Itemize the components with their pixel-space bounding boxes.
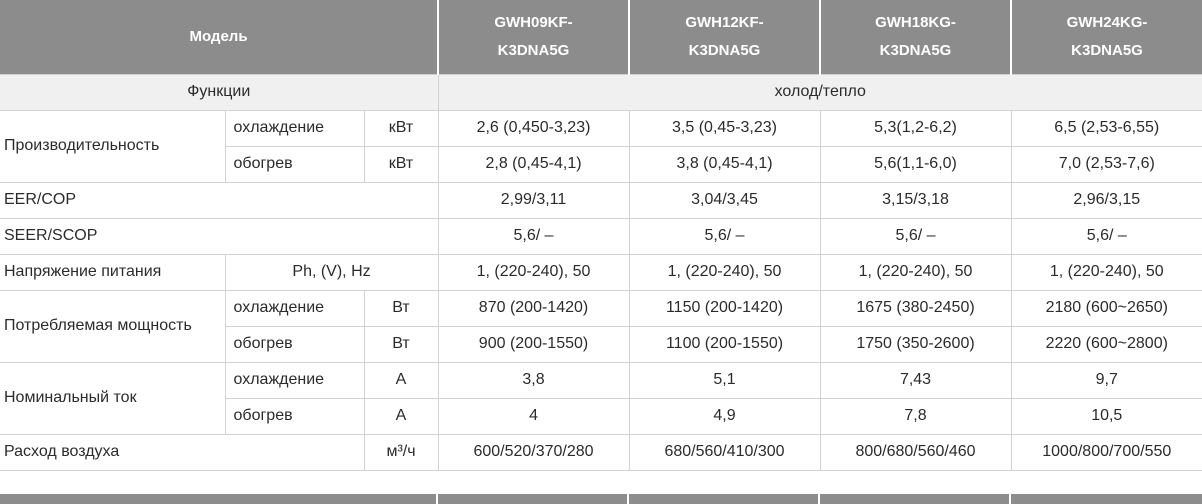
cell-value: 10,5 (1011, 398, 1202, 434)
header-row (0, 0, 1202, 74)
cell-value: 680/560/410/300 (629, 434, 820, 470)
table-row-power-cool (0, 290, 1202, 326)
sub-label: охлаждение (225, 110, 364, 146)
cell-value: 6,5 (2,53-6,55) (1011, 110, 1202, 146)
cell-value: 1, (220-240), 50 (629, 254, 820, 290)
sub-label: охлаждение (225, 290, 364, 326)
row-label: Потребляемая мощность (0, 290, 225, 362)
cell-value: 870 (200-1420) (438, 290, 629, 326)
cell-value: 2,6 (0,450-3,23) (438, 110, 629, 146)
cell-value: 2,99/3,11 (438, 182, 629, 218)
model-name: GWH24KG- K3DNA5G (1011, 0, 1202, 74)
cell-value: 1, (220-240), 50 (820, 254, 1011, 290)
row-label: Напряжение питания (0, 254, 225, 290)
cell-value: 3,8 (438, 362, 629, 398)
cell-value: 1, (220-240), 50 (1011, 254, 1202, 290)
cell-value: 1750 (350-2600) (820, 326, 1011, 362)
cell-value: 7,0 (2,53-7,6) (1011, 146, 1202, 182)
cell-value: 1, (220-240), 50 (438, 254, 629, 290)
cell-value: 4,9 (629, 398, 820, 434)
cell-value: холод/тепло (438, 74, 1202, 110)
footer-bar (0, 494, 1202, 504)
cell-value: 1000/800/700/550 (1011, 434, 1202, 470)
model-name: GWH09KF- K3DNA5G (438, 0, 629, 74)
cell-value: 9,7 (1011, 362, 1202, 398)
row-label: Расход воздуха (0, 434, 364, 470)
sub-label: обогрев (225, 146, 364, 182)
table-row-seer (0, 218, 1202, 254)
table-row-current-cool (0, 362, 1202, 398)
table-row-functions (0, 74, 1202, 110)
cell-value: 1150 (200-1420) (629, 290, 820, 326)
cell-value: 3,8 (0,45-4,1) (629, 146, 820, 182)
footer-segment (820, 494, 1011, 504)
table-row-airflow (0, 434, 1202, 470)
unit-label: Вт (364, 290, 438, 326)
model-header: Модель (0, 0, 438, 74)
cell-value: 3,5 (0,45-3,23) (629, 110, 820, 146)
row-label: EER/COP (0, 182, 438, 218)
table-row-voltage (0, 254, 1202, 290)
cell-value: 5,1 (629, 362, 820, 398)
table-row-eer (0, 182, 1202, 218)
sub-label: обогрев (225, 326, 364, 362)
cell-value: 5,6/ – (820, 218, 1011, 254)
cell-value: 3,15/3,18 (820, 182, 1011, 218)
cell-value: 7,8 (820, 398, 1011, 434)
sub-label: обогрев (225, 398, 364, 434)
footer-segment (438, 494, 629, 504)
model-name: GWH12KF- K3DNA5G (629, 0, 820, 74)
cell-value: 5,3(1,2-6,2) (820, 110, 1011, 146)
cell-value: 2,8 (0,45-4,1) (438, 146, 629, 182)
unit-label: Ph, (V), Hz (225, 254, 438, 290)
cell-value: 2,96/3,15 (1011, 182, 1202, 218)
unit-label: м³/ч (364, 434, 438, 470)
cell-value: 5,6/ – (1011, 218, 1202, 254)
model-name: GWH18KG- K3DNA5G (820, 0, 1011, 74)
cell-value: 3,04/3,45 (629, 182, 820, 218)
unit-label: кВт (364, 110, 438, 146)
unit-label: А (364, 362, 438, 398)
cell-value: 5,6(1,1-6,0) (820, 146, 1011, 182)
row-label: Производительность (0, 110, 225, 182)
cell-value: 7,43 (820, 362, 1011, 398)
cell-value: 2220 (600~2800) (1011, 326, 1202, 362)
cell-value: 2180 (600~2650) (1011, 290, 1202, 326)
footer-segment (0, 494, 438, 504)
table-row-capacity-cool (0, 110, 1202, 146)
cell-value: 1100 (200-1550) (629, 326, 820, 362)
unit-label: А (364, 398, 438, 434)
row-label: SEER/SCOP (0, 218, 438, 254)
cell-value: 1675 (380-2450) (820, 290, 1011, 326)
sub-label: охлаждение (225, 362, 364, 398)
row-label: Функции (0, 74, 438, 110)
cell-value: 5,6/ – (438, 218, 629, 254)
cell-value: 600/520/370/280 (438, 434, 629, 470)
unit-label: кВт (364, 146, 438, 182)
cell-value: 4 (438, 398, 629, 434)
cell-value: 900 (200-1550) (438, 326, 629, 362)
row-label: Номинальный ток (0, 362, 225, 434)
cell-value: 800/680/560/460 (820, 434, 1011, 470)
cell-value: 5,6/ – (629, 218, 820, 254)
footer-segment (629, 494, 820, 504)
footer-segment (1011, 494, 1202, 504)
unit-label: Вт (364, 326, 438, 362)
